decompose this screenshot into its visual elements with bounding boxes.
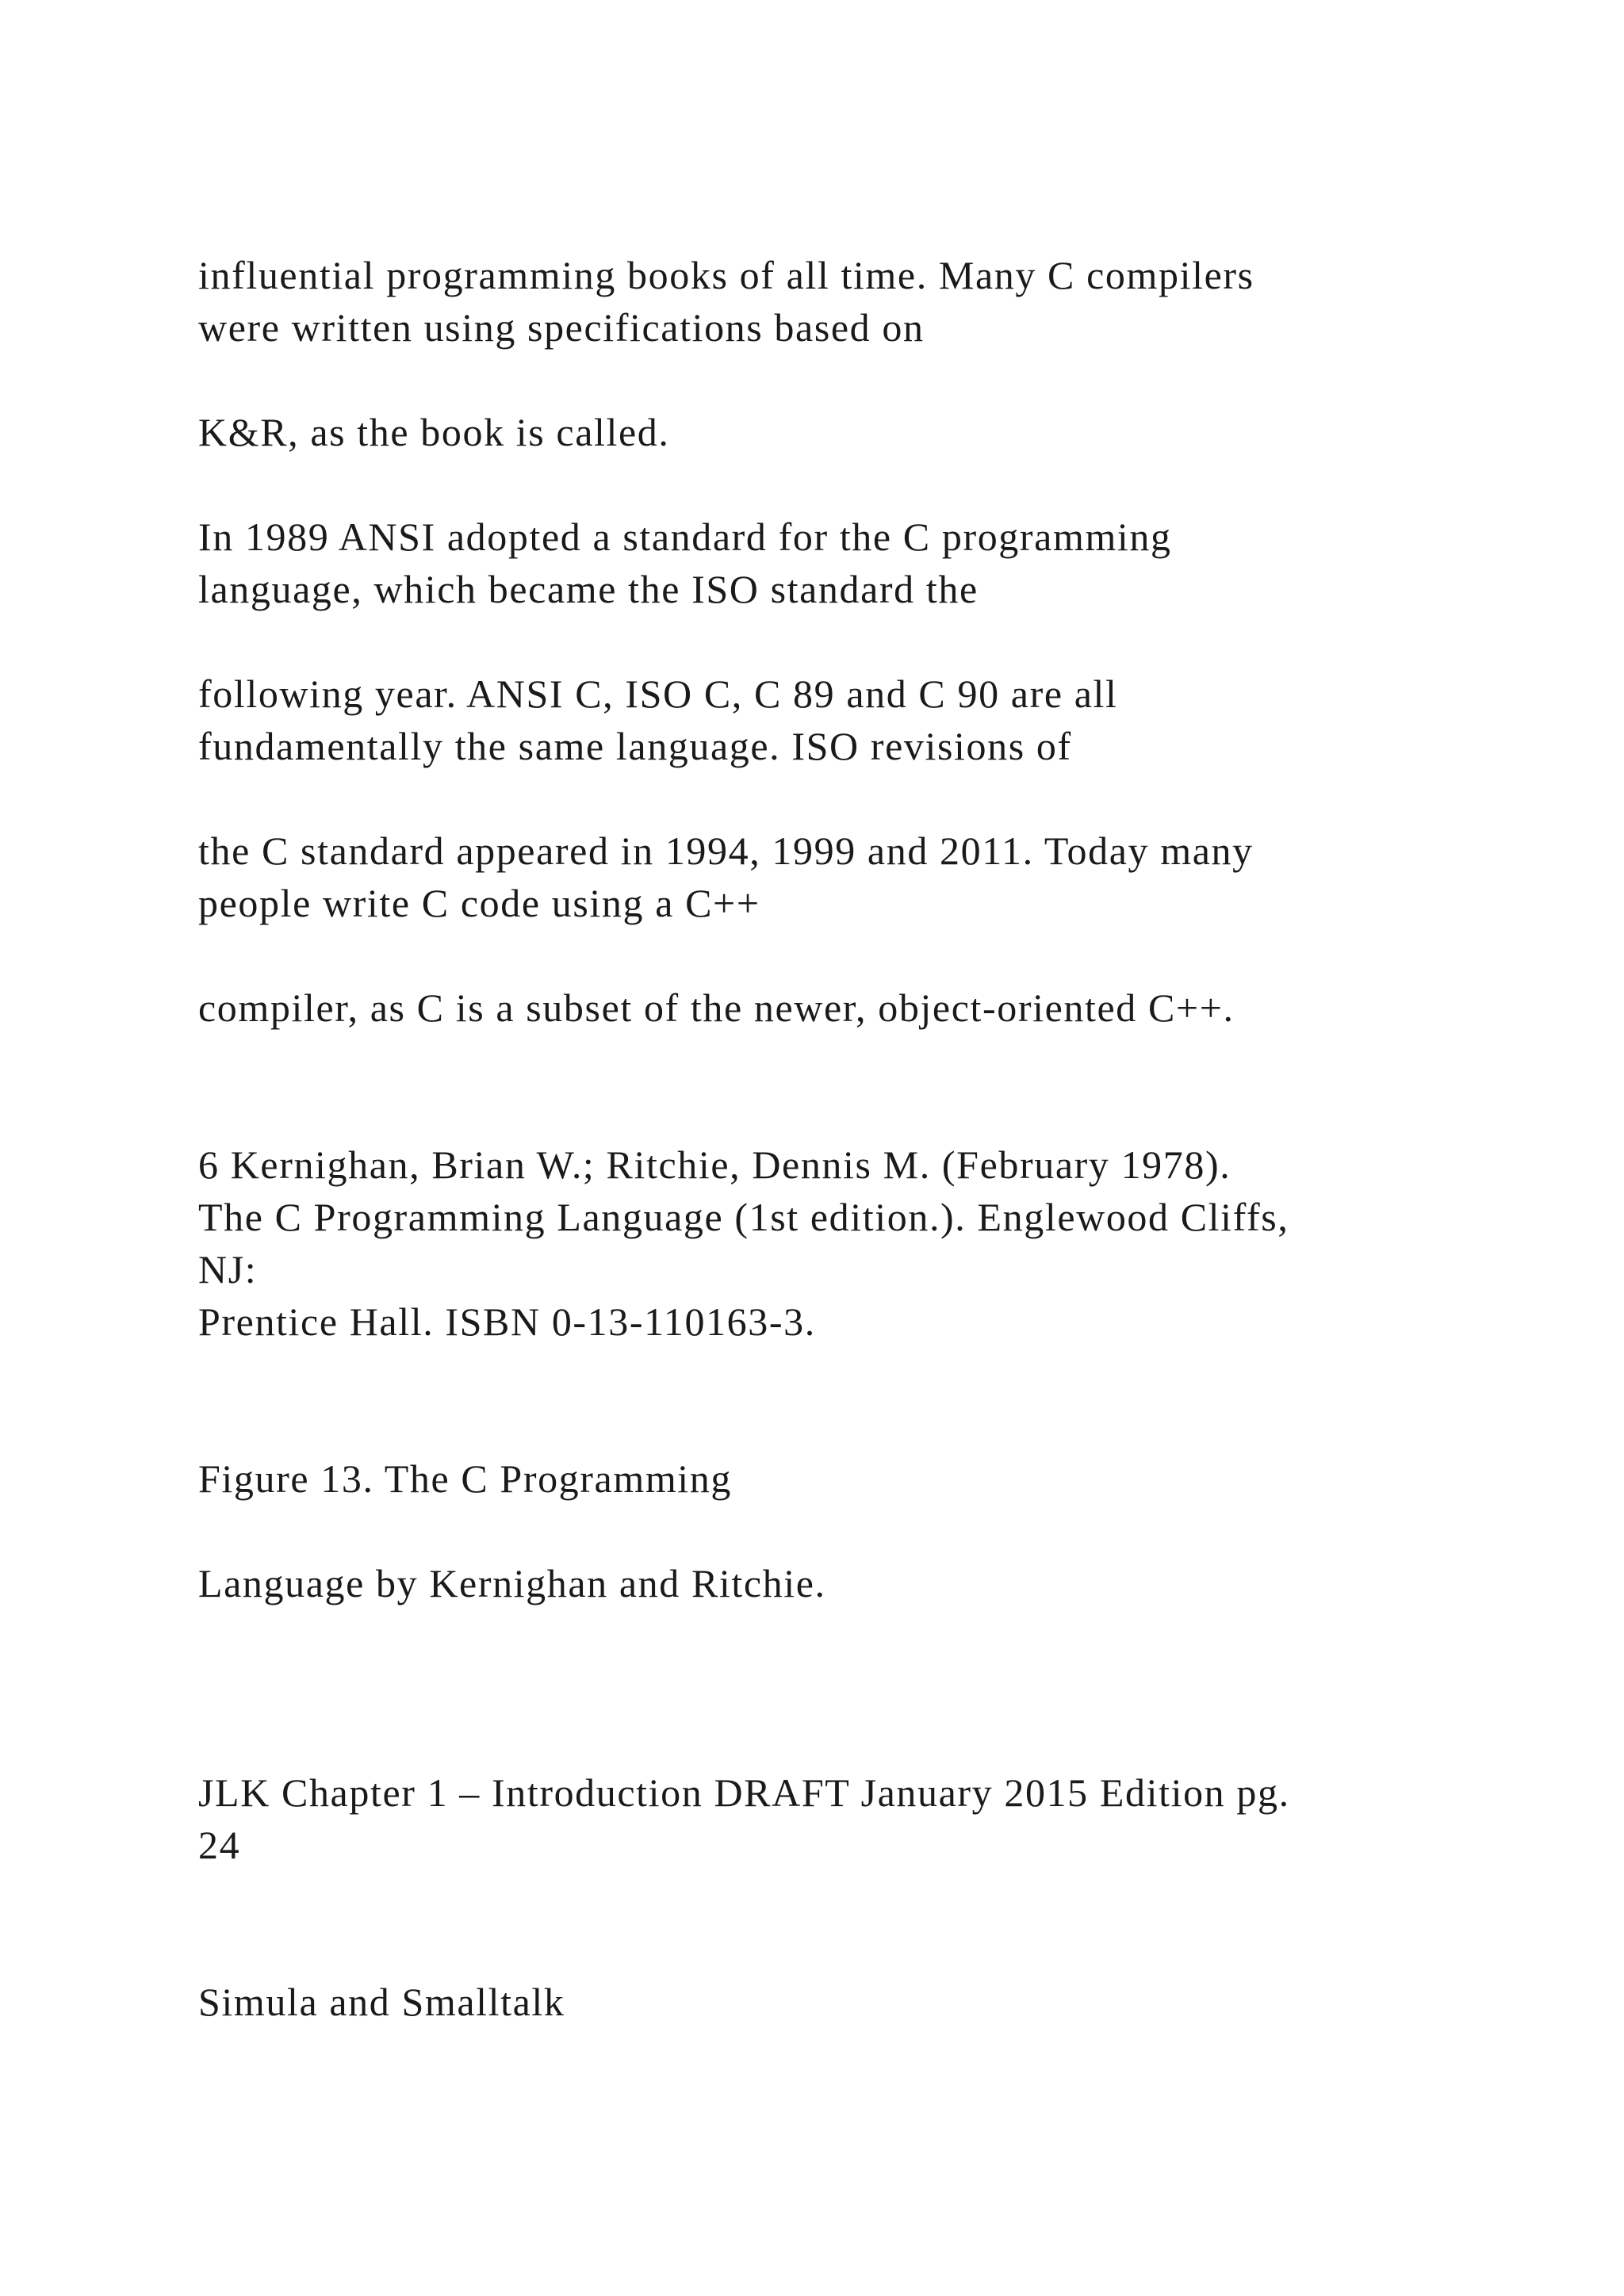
body-text-line: the C standard appeared in 1994, 1999 and 2011. Today many bbox=[198, 828, 1254, 873]
body-text-line: In 1989 ANSI adopted a standard for the C programming bbox=[198, 515, 1172, 559]
body-text-line: people write C code using a C++ bbox=[198, 881, 760, 925]
footnote-line: NJ: bbox=[198, 1247, 258, 1292]
page-footer-line: JLK Chapter 1 – Introduction DRAFT January 2015 Edition pg. bbox=[198, 1770, 1290, 1815]
figure-caption-line: Language by Kernighan and Ritchie. bbox=[198, 1561, 826, 1605]
footnote-line: The C Programming Language (1st edition.). Englewood Cliffs, bbox=[198, 1195, 1289, 1239]
figure-caption-line: Figure 13. The C Programming bbox=[198, 1456, 732, 1501]
section-heading: Simula and Smalltalk bbox=[198, 1980, 565, 2024]
body-text-line: language, which became the ISO standard the bbox=[198, 567, 979, 611]
footnote-line: Prentice Hall. ISBN 0-13-110163-3. bbox=[198, 1299, 816, 1344]
body-text-line: were written using specifications based on bbox=[198, 305, 925, 350]
footnote-line: 6 Kernighan, Brian W.; Ritchie, Dennis M. (February 1978). bbox=[198, 1142, 1231, 1187]
body-text-line: influential programming books of all time. Many C compilers bbox=[198, 253, 1254, 297]
body-text-line: following year. ANSI C, ISO C, C 89 and C 90 are all bbox=[198, 672, 1118, 716]
body-text-line: compiler, as C is a subset of the newer, object-oriented C++. bbox=[198, 985, 1235, 1030]
page-footer-line: 24 bbox=[198, 1823, 241, 1867]
body-text-line: K&R, as the book is called. bbox=[198, 410, 670, 454]
body-text-line: fundamentally the same language. ISO revisions of bbox=[198, 724, 1072, 768]
